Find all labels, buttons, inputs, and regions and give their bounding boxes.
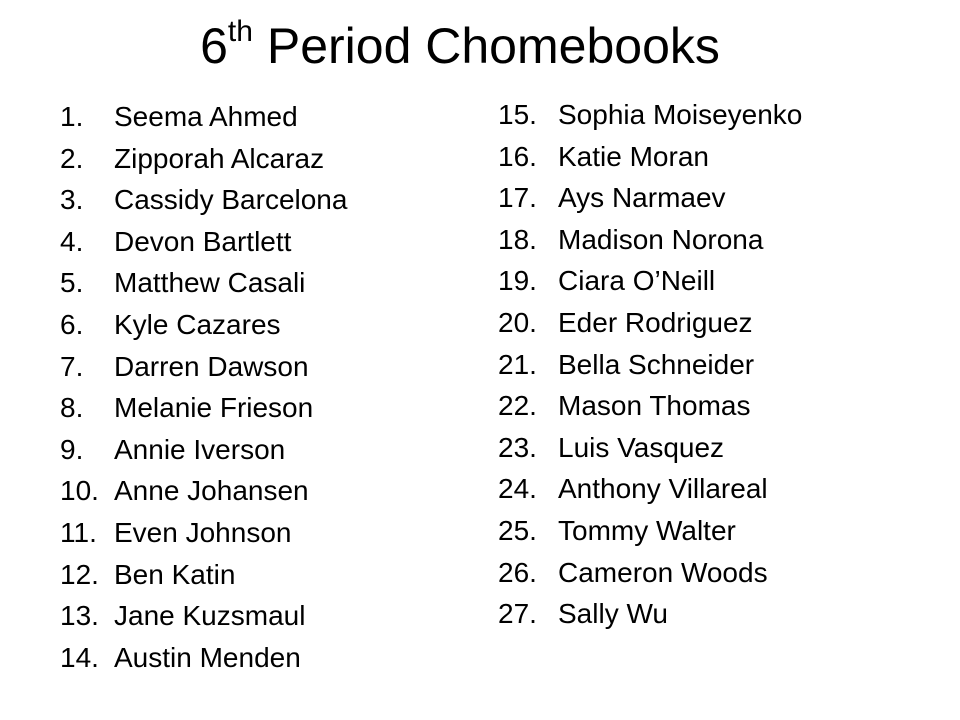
list-item [498,593,802,635]
student-name: Cassidy Barcelona [114,184,348,216]
list-number: 26. [498,556,537,588]
list-item [60,637,347,679]
student-name: Matthew Casali [114,267,306,299]
student-name: Katie Moran [558,140,709,172]
student-name: Darren Dawson [114,350,309,382]
list-item [60,387,347,429]
student-name: Devon Bartlett [114,225,292,257]
list-number: 25. [498,514,537,546]
list-number: 17. [498,182,537,214]
student-name: Eder Rodriguez [558,306,753,338]
student-name: Even Johnson [114,516,292,548]
list-item [498,468,802,510]
student-name: Seema Ahmed [114,101,298,132]
page-title [0,14,920,78]
title-prefix: 6 [200,18,228,74]
list-item [60,96,347,138]
title-rest: Period Chomebooks [252,18,720,74]
list-item [60,346,347,388]
list-number: 23. [498,431,537,463]
list-item [60,512,347,554]
student-name: Luis Vasquez [558,431,725,463]
student-name: Sophia Moiseyenko [558,99,803,130]
list-number: 15. [498,99,537,130]
list-item [498,427,802,469]
list-item [60,179,347,221]
list-number: 5. [60,267,84,299]
list-number: 7. [60,350,84,382]
student-name: Annie Iverson [114,433,286,465]
student-name: Cameron Woods [558,556,768,588]
list-item [498,385,802,427]
list-item [60,470,347,512]
list-item [498,219,802,261]
list-item [60,138,347,180]
student-name: Sally Wu [558,598,668,630]
list-item [498,302,802,344]
student-name: Melanie Frieson [114,392,314,424]
student-name: Tommy Walter [558,514,736,546]
list-item [60,429,347,471]
list-number: 11. [60,516,97,548]
list-number: 4. [60,225,84,257]
list-item [498,94,802,136]
list-number: 9. [60,433,84,465]
student-name: Ays Narmaev [558,182,726,214]
student-name: Jane Kuzsmaul [114,600,306,632]
list-number: 6. [60,308,84,340]
list-number: 27. [498,598,537,630]
list-item [498,510,802,552]
list-number: 18. [498,223,537,255]
student-name: Ciara O’Neill [558,265,716,297]
student-name: Mason Thomas [558,390,751,422]
list-number: 19. [498,265,537,297]
list-item [498,344,802,386]
list-item [498,260,802,302]
list-item [498,552,802,594]
student-name: Kyle Cazares [114,308,281,340]
list-item [498,136,802,178]
list-number: 3. [60,184,84,216]
student-name: Austin Menden [114,641,301,673]
student-name: Madison Norona [558,223,764,255]
list-item [60,304,347,346]
list-item [60,221,347,263]
list-number: 12. [60,558,99,590]
list-number: 8. [60,392,84,424]
list-number: 16. [498,140,537,172]
student-name: Anne Johansen [114,475,309,507]
list-item [498,177,802,219]
list-item [60,262,347,304]
list-number: 2. [60,142,84,174]
student-name: Bella Schneider [558,348,755,380]
list-number: 10. [60,475,99,507]
list-number: 14. [60,641,99,673]
student-list-left [60,96,347,678]
list-number: 20. [498,306,537,338]
list-item [60,595,347,637]
list-number: 13. [60,600,99,632]
title-superscript: th [227,15,253,48]
student-list-right [498,94,802,635]
student-name: Anthony Villareal [558,473,768,505]
student-name: Ben Katin [114,558,236,590]
list-number: 24. [498,473,537,505]
list-item [60,554,347,596]
list-number: 1. [60,101,84,132]
student-name: Zipporah Alcaraz [114,142,325,174]
list-number: 22. [498,390,537,422]
list-number: 21. [498,348,537,380]
